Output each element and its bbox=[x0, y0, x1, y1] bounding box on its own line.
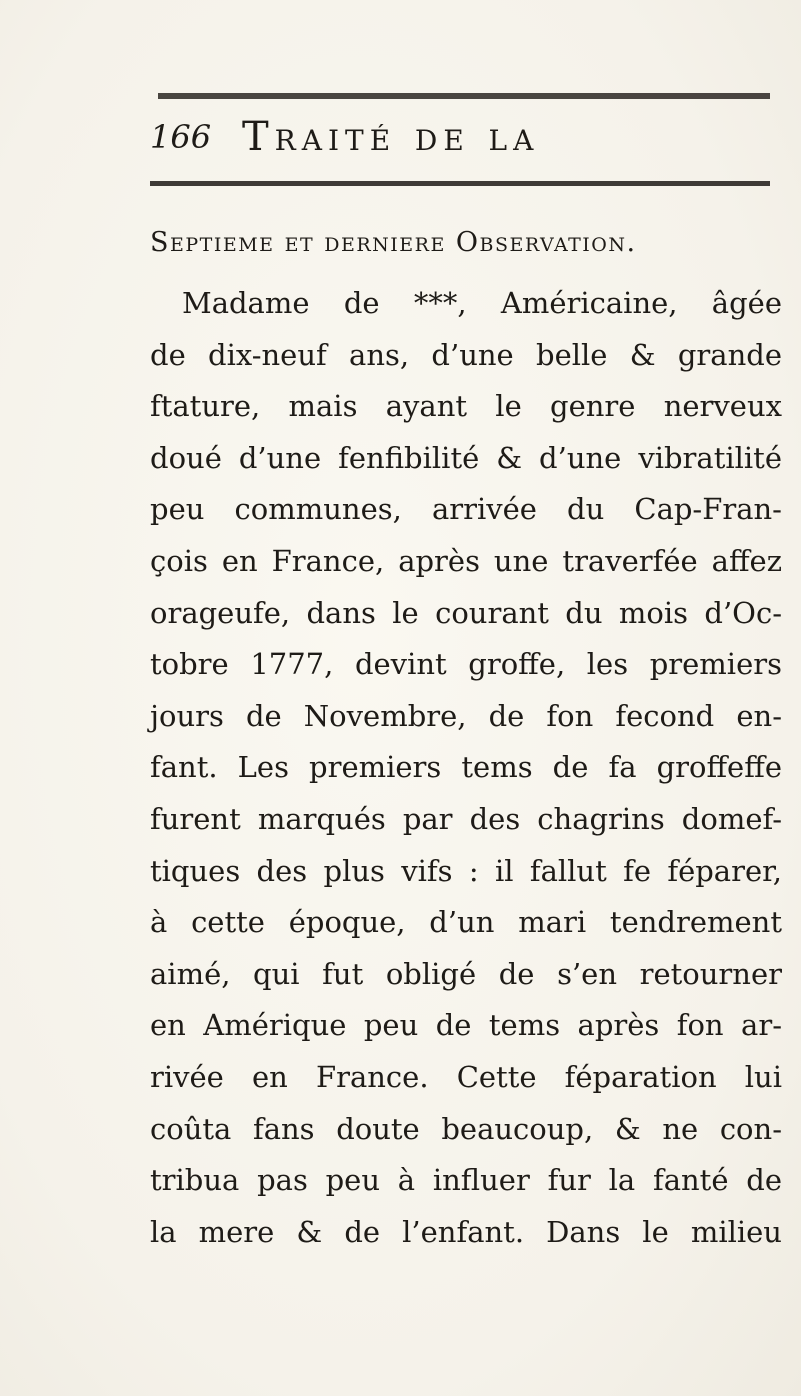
section-heading: Septieme et derniere Observation. bbox=[150, 227, 637, 258]
text-line: tobre 1777, devint groffe, les premiers bbox=[150, 647, 782, 682]
text-line: à cette époque, d’un mari tendrement bbox=[150, 905, 782, 940]
text-line: de dix-neuf ans, d’une belle & grande bbox=[150, 337, 782, 372]
text-line: tiques des plus vifs : il fallut fe féparer, bbox=[150, 853, 782, 888]
text-line: peu communes, arrivée du Cap-Fran- bbox=[150, 492, 782, 527]
text-line: rivée en France. Cette féparation lui bbox=[150, 1059, 782, 1094]
text-line: en Amérique peu de tems après fon ar- bbox=[150, 1008, 782, 1043]
text-line: tribua pas peu à influer fur la fanté de bbox=[150, 1163, 782, 1198]
text-line: furent marqués par des chagrins domef- bbox=[150, 801, 782, 836]
running-title: Traité de la bbox=[242, 114, 540, 160]
body-text bbox=[150, 278, 782, 1258]
text-line: aimé, qui fut obligé de s’en retourner bbox=[150, 956, 782, 991]
header-top-rule bbox=[158, 93, 770, 99]
running-head bbox=[150, 112, 770, 162]
text-line: doué d’une fenfibilité & d’une vibratilité bbox=[150, 440, 782, 475]
page-number: 166 bbox=[150, 118, 212, 156]
text-line: la mere & de l’enfant. Dans le milieu bbox=[150, 1214, 782, 1249]
text-line: çois en France, après une traverfée affez bbox=[150, 543, 782, 578]
text-line: orageufe, dans le courant du mois d’Oc- bbox=[150, 595, 782, 630]
text-line: Madame de ***, Américaine, âgée bbox=[182, 286, 782, 320]
text-line: fant. Les premiers tems de fa groffeffe bbox=[150, 750, 782, 785]
text-line: coûta fans doute beaucoup, & ne con- bbox=[150, 1111, 782, 1146]
text-line: jours de Novembre, de fon fecond en- bbox=[150, 698, 782, 733]
header-bottom-rule bbox=[150, 181, 770, 186]
text-line: ftature, mais ayant le genre nerveux bbox=[150, 389, 782, 424]
